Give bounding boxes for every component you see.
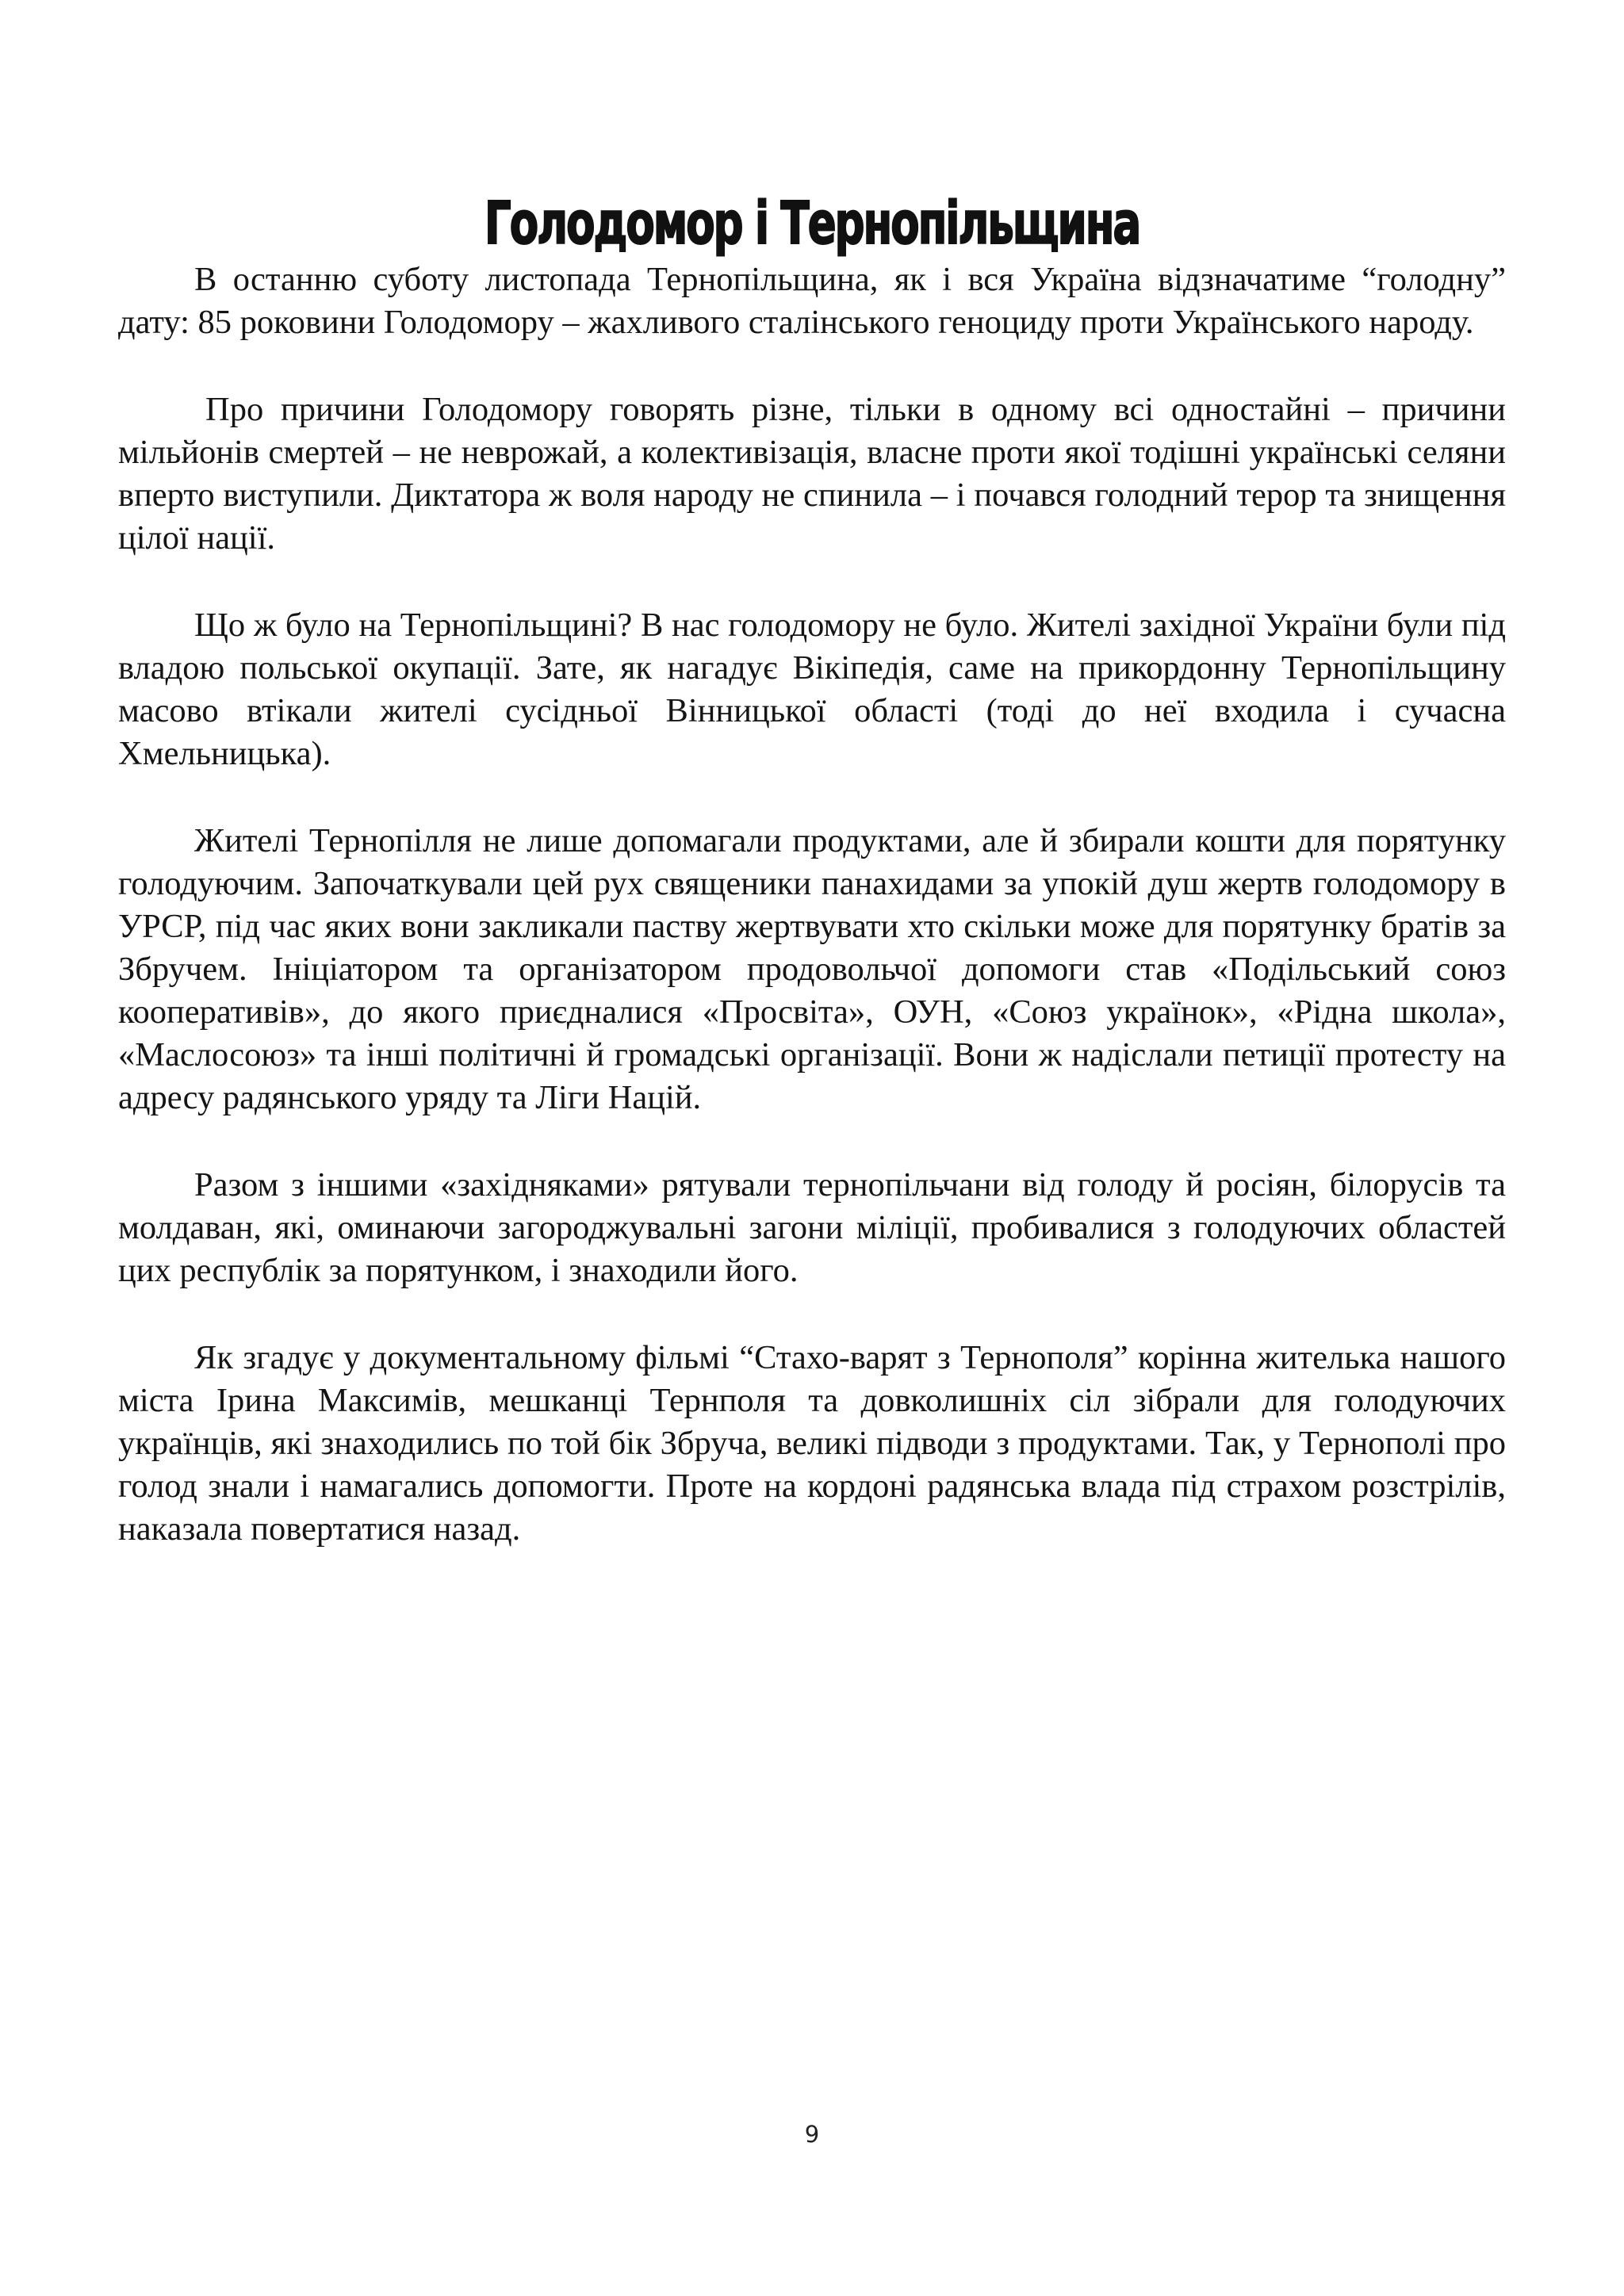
paragraph-1: В останню суботу листопада Тернопільщина, як і вся Україна відзначатиме “голодну” дату: 85 роковини Голодомору – жахливого сталінського геноциду проти Українського народу. bbox=[118, 261, 1506, 341]
paragraph-2: Про причини Голодомору говорять різне, тільки в одному всі одностайні – причини мільйонів смертей – не неврожай, а колективізація, власне проти якої тодішні українські селяни вперто виступили. Диктатора ж воля народу не спинила – і почався голодний терор та знищення цілої нації. bbox=[118, 391, 1506, 557]
page-number: 9 bbox=[804, 2121, 820, 2148]
paragraph-3: Що ж було на Тернопільщині? В нас голодомору не було. Жителі західної України були під владою польської окупації. Зате, як нагадує Вікіпедія, саме на прикордонну Тернопільщину масово втікали жителі сусідньої Вінницької області (тоді до неї входила і сучасна Хмельницька). bbox=[118, 607, 1506, 772]
paragraph-6: Як згадує у документальному фільмі “Стахо-варят з Тернополя” корінна жителька нашого міста Ірина Максимів, мешканці Тернполя та довколишніх сіл зібрали для голодуючих українців, які знаходились по той бік Збруча, великі підводи з продуктами. Так, у Тернополі про голод знали і намагались допомогти. Проте на кордоні радянська влада під страхом розстрілів, наказала повертатися назад. bbox=[118, 1339, 1506, 1548]
paragraph-5: Разом з іншими «західняками» рятували тернопільчани від голоду й росіян, білорусів та молдаван, які, оминаючи загороджувальні загони міліції, пробивалися з голодуючих областей цих республік за порятунком, і знаходили його. bbox=[118, 1166, 1506, 1289]
document-title: Голодомор і Тернопільщина bbox=[484, 189, 1140, 258]
paragraph-4: Жителі Тернопілля не лише допомагали продуктами, але й збирали кошти для порятунку голодуючим. Започаткували цей рух священики панахидами за упокій душ жертв голодомору в УРСР, під час яких вони закликали паству жертвувати хто скільки може для порятунку братів за Збручем. Ініціатором та організатором продовольчої допомоги став «Подільський союз кооперативів», до якого приєдналися «Просвіта», ОУН, «Союз українок», «Рідна школа», «Маслосоюз» та інші політичні й громадські організації. Вони ж надіслали петиції протесту на адресу радянського уряду та Ліги Націй. bbox=[118, 822, 1506, 1116]
document-body bbox=[118, 258, 1506, 1595]
